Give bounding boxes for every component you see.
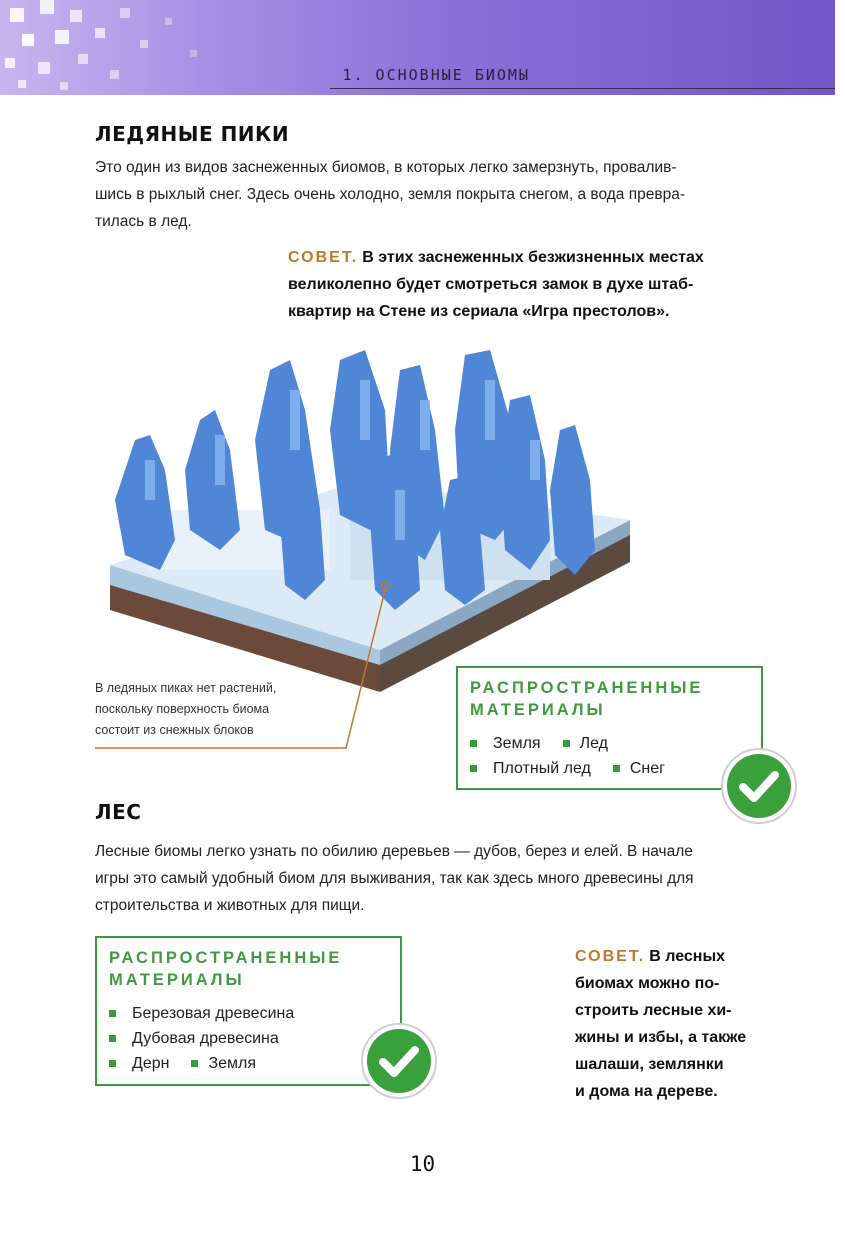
list-item: Дубовая древесина: [109, 1026, 400, 1051]
list-item: Дерн Земля: [109, 1051, 400, 1076]
list-item: Плотный лед Снег: [470, 756, 761, 781]
tip-label: СОВЕТ.: [288, 249, 359, 266]
section-title: 1. ОСНОВНЫЕ БИОМЫ: [342, 66, 530, 84]
list-item: Березовая древесина: [109, 1001, 400, 1026]
tip-label: СОВЕТ.: [575, 948, 646, 965]
checkmark-icon: [360, 1022, 438, 1100]
ice-spikes-tip: СОВЕТ. В этих заснеженных безжизненных местах великолепно будет смотреться замок в духе штаб- квартир на Стене из сериала «Игра престолов».: [288, 249, 704, 320]
forest-materials-box: РАСПРОСТРАНЕННЫЕ МАТЕРИАЛЫ Березовая древесина Дубовая древесина Дерн Земля: [95, 936, 402, 1086]
header-rule: [330, 88, 835, 89]
heading-forest: ЛЕС: [95, 800, 142, 824]
header-band: [0, 0, 835, 95]
ice-spikes-paragraph: Это один из видов заснеженных биомов, в которых легко замерзнуть, провалив- шись в рыхлый снег. Здесь очень холодно, земля покрыта снегом, а вода превра- тилась в лед.: [95, 159, 685, 230]
forest-paragraph: Лесные биомы легко узнать по обилию деревьев — дубов, берез и елей. В начале игры это самый удобный биом для выживания, так как здесь много древесины для строительства и животных для пищи.: [95, 843, 694, 914]
page-number: 10: [409, 1152, 436, 1176]
materials-title: РАСПРОСТРАНЕННЫЕ: [109, 949, 343, 967]
materials-title: РАСПРОСТРАНЕННЫЕ: [470, 679, 704, 697]
checkmark-icon: [720, 747, 798, 825]
caption-leader-line: [90, 580, 400, 755]
list-item: Земля Лед: [470, 731, 761, 756]
illustration-caption: В ледяных пиках нет растений, поскольку поверхность биома состоит из снежных блоков: [95, 681, 277, 737]
ice-materials-box: РАСПРОСТРАНЕННЫЕ МАТЕРИАЛЫ Земля Лед Плотный лед Снег: [456, 666, 763, 790]
heading-ice-spikes: ЛЕДЯНЫЕ ПИКИ: [95, 122, 290, 146]
forest-tip: СОВЕТ. В лесных биомах можно по- строить лесные хи- жины и избы, а также шалаши, землянки и дома на дереве.: [575, 948, 747, 1100]
